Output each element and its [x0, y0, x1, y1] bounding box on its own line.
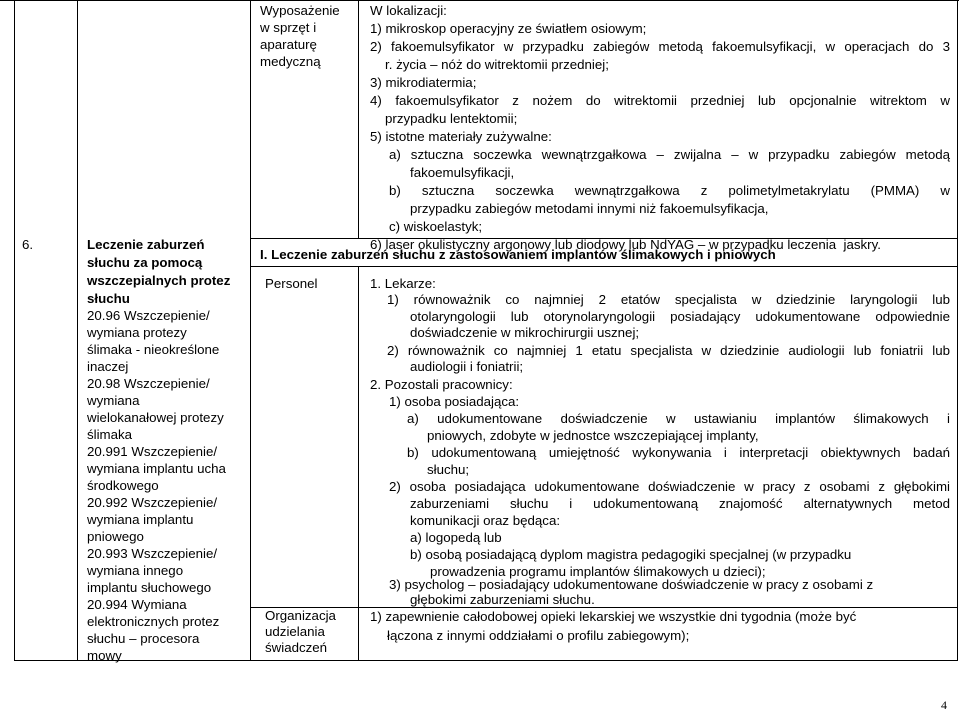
equipment-line: b) sztuczna soczewka wewnątrzgałkowa z polimetylmetakrylatu (PMMA) w [389, 183, 950, 198]
column-divider-3 [358, 0, 359, 238]
procedure-code-line: słuchu – procesora [87, 631, 200, 646]
procedure-code-line: wymiana innego [87, 563, 184, 578]
personnel-line: słuchu; [427, 462, 470, 477]
personnel-line: 2) równoważnik co najmniej 1 etatu specjalista w dziedzinie audiologii lub foniatrii lub [387, 343, 950, 358]
equipment-line: przypadku lentektomii; [385, 111, 518, 126]
personnel-line: pniowych, zdobyte w jednostce wszczepiającej implanty, [427, 428, 759, 443]
procedure-code-line: ślimaka - nieokreślone [87, 342, 220, 357]
organization-label-line: udzielania [265, 624, 325, 639]
organization-label-line: Organizacja [265, 608, 336, 623]
personnel-label: Personel [265, 276, 318, 291]
procedure-code-line: wymiana protezy [87, 325, 187, 340]
section-heading-border [250, 266, 958, 267]
table-top-border [0, 0, 959, 1]
equipment-line: a) sztuczna soczewka wewnątrzgałkowa – zwijalna – w przypadku zabiegów metodą [389, 147, 950, 162]
equipment-label-line: Wyposażenie [260, 3, 340, 18]
organization-label-line: świadczeń [265, 640, 328, 655]
personnel-line: 2. Pozostali pracownicy: [370, 377, 513, 392]
procedure-code-line: 20.98 Wszczepienie/ [87, 376, 210, 391]
procedure-code-line: 20.994 Wymiana [87, 597, 187, 612]
equipment-label-line: w sprzęt i [260, 20, 317, 35]
procedure-code-line: 20.96 Wszczepienie/ [87, 308, 210, 323]
table-right-border [957, 0, 958, 661]
equipment-line: r. życia – nóż do witrektomii przedniej; [385, 57, 609, 72]
table-bottom-border [14, 660, 958, 661]
personnel-line: a) udokumentowane doświadczenie w ustawianiu implantów ślimakowych i [407, 411, 950, 426]
equipment-line: 5) istotne materiały zużywalne: [370, 129, 552, 144]
equipment-line: W lokalizacji: [370, 3, 447, 18]
personnel-line: doświadczenie w mikrochirurgii usznej; [410, 325, 640, 340]
equipment-line: 3) mikrodiatermia; [370, 75, 477, 90]
personnel-line: prowadzenia programu implantów ślimakowych u dzieci); [430, 564, 766, 579]
organization-line: 1) zapewnienie całodobowej opieki lekarskiej we wszystkie dni tygodnia (może być [370, 609, 857, 624]
procedure-code-line: elektronicznych protez [87, 614, 220, 629]
column-divider-1 [77, 0, 78, 661]
procedure-code-line: implantu słuchowego [87, 580, 212, 595]
equipment-line: 2) fakoemulsyfikator w przypadku zabiegów metodą fakoemulsyfikacji, w operacjach do 3 [370, 39, 950, 54]
procedure-title-line: słuchu za pomocą [87, 255, 203, 270]
procedure-code-line: wymiana implantu ucha [87, 461, 226, 476]
equipment-label-line: aparaturę [260, 37, 317, 52]
procedure-code-line: wielokanałowej protezy [87, 410, 224, 425]
personnel-line: 1. Lekarze: [370, 276, 436, 291]
personnel-row-border [250, 607, 958, 608]
personnel-line: 2) osoba posiadająca udokumentowane doświadczenie w pracy z osobami z głębokimi [389, 479, 950, 494]
equipment-line: przypadku zabiegów metodami innymi niż fakoemulsyfikacja, [410, 201, 769, 216]
personnel-line: 1) równoważnik co najmniej 2 etatów specjalista w dziedzinie laryngologii lub [387, 292, 950, 307]
organization-line: łączona z innymi oddziałami o profilu zabiegowym); [387, 628, 690, 643]
column-divider-2 [250, 0, 251, 661]
procedure-code-line: wymiana [87, 393, 140, 408]
page-number: 4 [941, 698, 947, 712]
equipment-line: 6) laser okulistyczny argonowy lub diodowy lub NdYAG – w przypadku leczenia jaskry. [370, 237, 881, 252]
personnel-line: a) logopedą lub [410, 530, 502, 545]
procedure-code-line: ślimaka [87, 427, 133, 442]
personnel-line: audiologii i foniatrii; [410, 359, 524, 374]
procedure-code-line: 20.992 Wszczepienie/ [87, 495, 218, 510]
personnel-line: b) osobą posiadającą dyplom magistra pedagogiki specjalnej (w przypadku [410, 547, 852, 562]
personnel-line: otolaryngologii lub otorynolaryngologii posiadający udokumentowane odpowiednie [410, 309, 950, 324]
procedure-title-line: wszczepialnych protez [87, 273, 231, 288]
procedure-code-line: pniowego [87, 529, 144, 544]
equipment-line: 1) mikroskop operacyjny ze światłem osiowym; [370, 21, 647, 36]
personnel-line: głębokimi zaburzeniami słuchu. [410, 592, 595, 607]
equipment-label-line: medyczną [260, 54, 321, 69]
personnel-line: b) udokumentowaną umiejętność wykonywania i interpretacji obiektywnych badań [407, 445, 950, 460]
personnel-line: zaburzeniami słuchu i udokumentowaną znajomość alternatywnych metod [410, 496, 950, 511]
procedure-code-line: środkowego [87, 478, 159, 493]
personnel-line: komunikacji oraz będąca: [410, 513, 561, 528]
equipment-line: c) wiskoelastyk; [389, 219, 483, 234]
column-divider-4 [358, 266, 359, 661]
procedure-code-line: wymiana implantu [87, 512, 194, 527]
procedure-title-line: słuchu [87, 291, 130, 306]
procedure-code-line: inaczej [87, 359, 129, 374]
personnel-line: 3) psycholog – posiadający udokumentowane doświadczenie w pracy z osobami z [389, 577, 874, 592]
section-heading: I. Leczenie zaburzeń słuchu z zastosowaniem implantów ślimakowych i pniowych [260, 247, 776, 262]
procedure-code-line: 20.991 Wszczepienie/ [87, 444, 218, 459]
table-left-border [14, 0, 15, 661]
equipment-line: 4) fakoemulsyfikator z nożem do witrektomii przedniej lub opcjonalnie witrektom w [370, 93, 950, 108]
procedure-code-line: 20.993 Wszczepienie/ [87, 546, 218, 561]
row-number: 6. [22, 237, 34, 252]
personnel-line: 1) osoba posiadająca: [389, 394, 520, 409]
procedure-code-line: mowy [87, 648, 122, 663]
procedure-title-line: Leczenie zaburzeń [87, 237, 205, 252]
equipment-line: fakoemulsyfikacji, [410, 165, 515, 180]
